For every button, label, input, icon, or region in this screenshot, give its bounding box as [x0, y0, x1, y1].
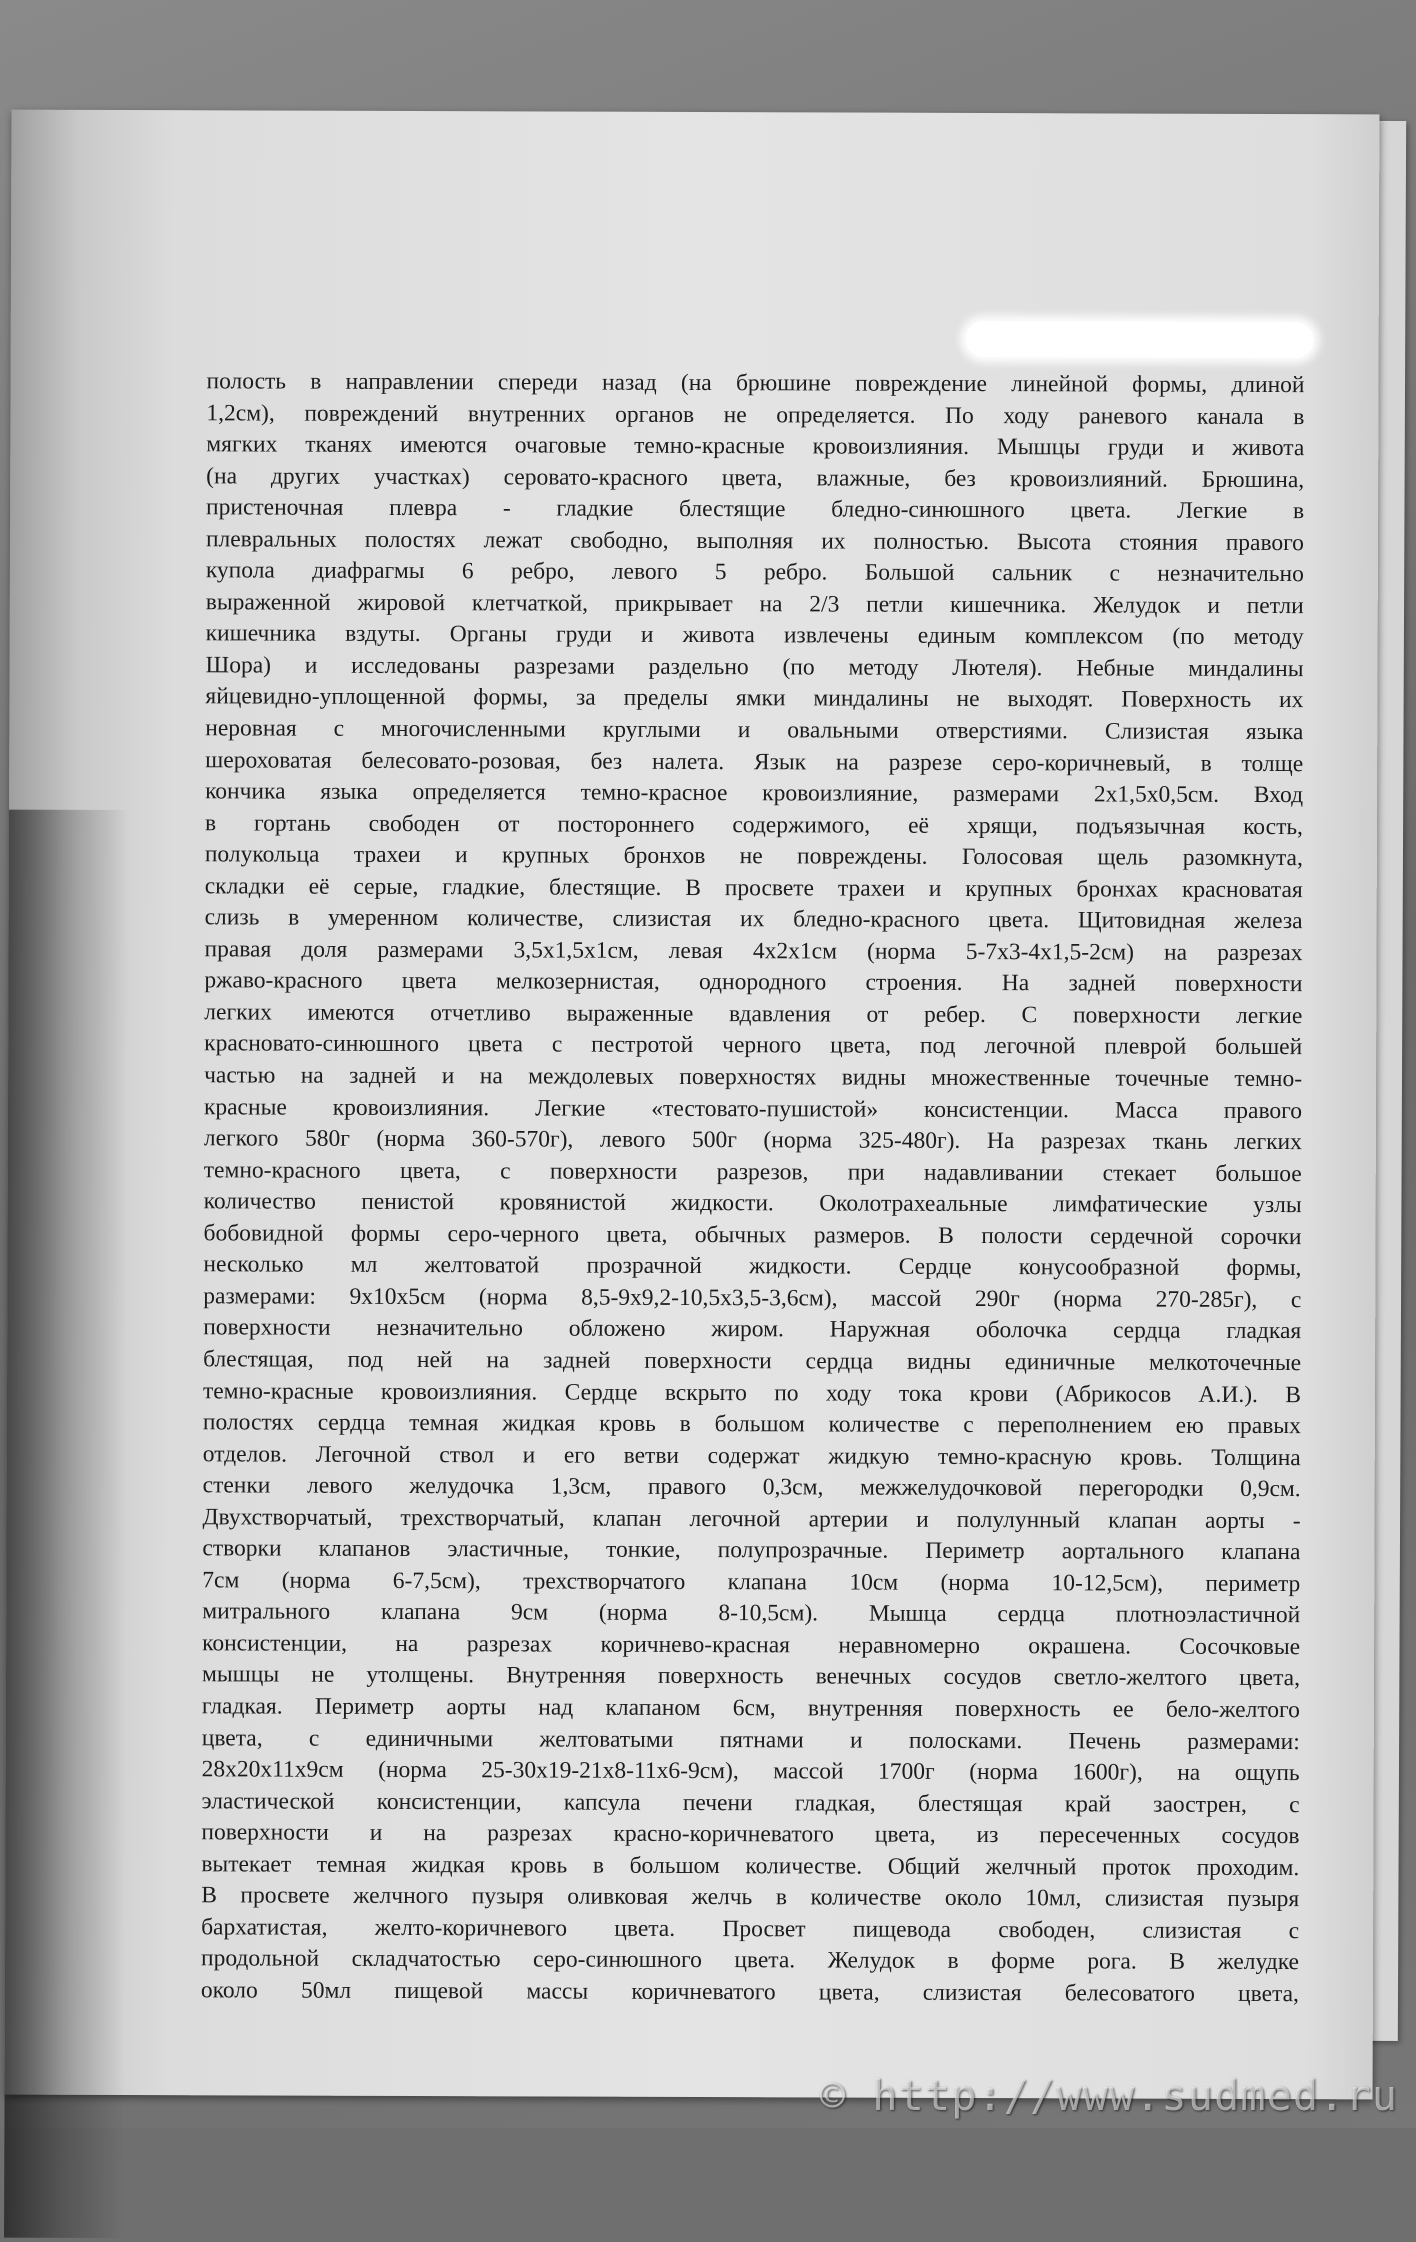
text-line: Шора) и исследованы разрезами раздельно (по методу Лютеля). Небные миндалины [205, 652, 1304, 683]
text-line: складки её серые, гладкие, блестящие. В просвете трахеи и крупных бронхах красноватая [204, 873, 1303, 903]
text-line: консистенции, на разрезах коричнево-красная неравномерно окрашена. Сосочковые [202, 1630, 1301, 1661]
text-line: митрального клапана 9см (норма 8-10,5см). Мышца сердца плотноэластичной [202, 1598, 1301, 1629]
text-line: мышцы не утолщены. Внутренняя поверхность венечных сосудов светло-желтого цвета, [201, 1661, 1301, 1692]
text-line: полукольца трахеи и крупных бронхов не повреждены. Голосовая щель разомкнута, [204, 841, 1303, 872]
text-line: кончика языка определяется темно-красное кровоизлияние, размерами 2х1,5х0,5см. Вход [205, 778, 1304, 809]
text-line: Двухстворчатый, трехстворчатый, клапан легочной артерии и полулунный клапан аорты - [202, 1503, 1301, 1534]
text-line: кишечника вздуты. Органы груди и живота извлечены единым комплексом (по методу [205, 620, 1304, 651]
text-line: правая доля размерами 3,5х1,5х1см, левая 4х2х1см (норма 5-7х3-4х1,5-2см) на разрезах [204, 936, 1303, 966]
text-line: вытекает темная жидкая кровь в большом количестве. Общий желчный проток проходим. [201, 1850, 1300, 1881]
text-line: неровная с многочисленными круглыми и овальными отверстиями. Слизистая языка [205, 715, 1304, 746]
text-line: красные кровоизлияния. Легкие «тестовато-пушистой» консистенции. Масса правого [203, 1093, 1303, 1124]
text-line: полость в направлении спереди назад (на брюшине повреждение линейной формы, длиной [206, 368, 1305, 399]
text-line: яйцевидно-уплощенной формы, за пределы ямки миндалины не выходят. Поверхность их [205, 683, 1304, 714]
text-line: продольной складчатостью серо-синюшного цвета. Желудок в форме рога. В желудке [200, 1945, 1300, 1976]
text-line: эластической консистенции, капсула печени гладкая, блестящая край заострен, с [201, 1787, 1300, 1818]
text-line: бобовидной формы серо-черного цвета, обычных размеров. В полости сердечной сорочки [203, 1220, 1302, 1250]
text-line: купола диафрагмы 6 ребро, левого 5 ребро. Большой сальник с незначительно [205, 557, 1304, 588]
text-line: около 50мл пищевой массы коричневатого цвета, слизистая белесоватого цвета, [200, 1977, 1299, 2008]
text-line: легких имеются отчетливо выраженные вдавления от ребер. С поверхности легкие [204, 999, 1303, 1030]
text-line: пристеночная плевра - гладкие блестящие бледно-синюшного цвета. Легкие в [206, 494, 1305, 525]
text-line: мягких тканях имеются очаговые темно-красные кровоизлияния. Мышцы груди и живота [206, 431, 1305, 462]
text-line: отделов. Легочной ствол и его ветви содержат жидкую темно-красную кровь. Толщина [202, 1440, 1301, 1471]
document-page [5, 110, 1380, 2100]
text-line: бархатистая, желто-коричневого цвета. Просвет пищевода свободен, слизистая с [201, 1914, 1300, 1944]
text-line: шероховатая белесовато-розовая, без налета. Язык на разрезе серо-коричневый, в толще [205, 746, 1304, 777]
text-line: темно-красного цвета, с поверхности разрезов, при надавливании стекает большое [203, 1156, 1302, 1187]
text-line: ржаво-красного цвета мелкозернистая, однородного строения. На задней поверхности [204, 967, 1303, 998]
text-line: 1,2см), повреждений внутренних органов не определяется. По ходу раневого канала в [206, 399, 1305, 430]
body-text [201, 366, 1305, 2010]
text-line: стенки левого желудочка 1,3см, правого 0,3см, межжелудочковой перегородки 0,9см. [202, 1472, 1301, 1503]
text-line: выраженной жировой клетчаткой, прикрывает на 2/3 петли кишечника. Желудок и петли [205, 589, 1304, 619]
text-line: В просвете желчного пузыря оливковая желчь в количестве около 10мл, слизистая пузыря [201, 1882, 1300, 1913]
text-line: частью на задней и на междолевых поверхностях видны множественные точечные темно- [204, 1062, 1303, 1093]
text-line: гладкая. Периметр аорты над клапаном 6см, внутренняя поверхность ее бело-желтого [201, 1693, 1300, 1724]
text-line: несколько мл желтоватой прозрачной жидкости. Сердце конусообразной формы, [203, 1251, 1302, 1282]
text-line: красновато-синюшного цвета с пестротой черного цвета, под легочной плеврой большей [204, 1030, 1303, 1061]
text-line: количество пенистой кровянистой жидкости. Околотрахеальные лимфатические узлы [203, 1188, 1302, 1219]
text-line: блестящая, под ней на задней поверхности сердца видны единичные мелкоточечные [203, 1346, 1302, 1377]
text-line: поверхности незначительно обложено жиром. Наружная оболочка сердца гладкая [203, 1314, 1302, 1345]
text-line: поверхности и на разрезах красно-коричневатого цвета, из пересеченных сосудов [201, 1819, 1300, 1850]
text-line: 7см (норма 6-7,5см), трехстворчатого клапана 10см (норма 10-12,5см), периметр [202, 1567, 1301, 1597]
text-line: полостях сердца темная жидкая кровь в большом количестве с переполнением ею правых [202, 1409, 1301, 1440]
text-line: 28х20х11х9см (норма 25-30х19-21х8-11х6-9см), массой 1700г (норма 1600г), на ощупь [201, 1756, 1300, 1787]
text-line: цвета, с единичными желтоватыми пятнами и полосками. Печень размерами: [201, 1724, 1300, 1755]
watermark: © http://www.sudmed.ru [819, 2071, 1398, 2120]
text-line: створки клапанов эластичные, тонкие, полупрозрачные. Периметр аортального клапана [202, 1535, 1301, 1566]
text-line: плевральных полостях лежат свободно, выполняя их полностью. Высота стояния правого [205, 526, 1305, 556]
text-line: темно-красные кровоизлияния. Сердце вскрыто по ходу тока крови (Абрикосов А.И.). В [202, 1377, 1302, 1408]
redaction-mark [966, 321, 1314, 358]
binding-shadow [4, 810, 129, 2238]
text-line: в гортань свободен от постороннего содержимого, её хрящи, подъязычная кость, [204, 809, 1304, 840]
text-line: размерами: 9х10х5см (норма 8,5-9х9,2-10,5х3,5-3,6см), массой 290г (норма 270-285г), с [203, 1283, 1302, 1313]
text-line: (на других участках) сероватo-красного цвета, влажные, без кровоизлияний. Брюшина, [206, 462, 1305, 493]
text-line: слизь в умеренном количестве, слизистая их бледно-красного цвета. Щитовидная железа [204, 904, 1303, 935]
text-line: легкого 580г (норма 360-570г), левого 500г (норма 325-480г). На разрезах ткань легких [203, 1125, 1302, 1156]
